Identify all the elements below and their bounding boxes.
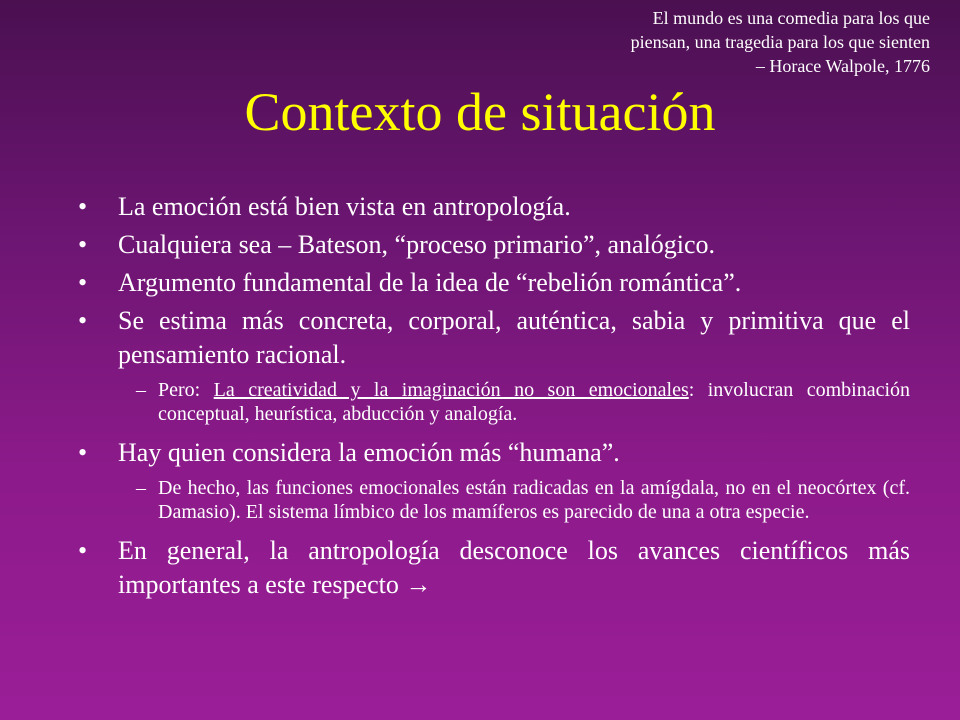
bullet-item (78, 266, 910, 300)
bullet-text: Se estima más concreta, corporal, auténtica, sabia y primitiva que el pensamiento racional. (118, 306, 910, 369)
slide-title: Contexto de situación (244, 82, 716, 142)
sub-item-prefix: Pero: (158, 379, 214, 401)
bullet-item (78, 436, 910, 470)
bullet-item (78, 228, 910, 262)
bullet-marker: • (78, 438, 88, 467)
bullet-text: Cualquiera sea – Bateson, “proceso primario”, analógico. (118, 230, 716, 259)
dash-marker: – (136, 477, 146, 499)
bullet-item (78, 190, 910, 224)
bullet-item (78, 304, 910, 372)
bullet-item (78, 534, 910, 602)
quote-line-1: El mundo es una comedia para los que (652, 8, 930, 28)
slide-body (78, 190, 910, 606)
bullet-text: Argumento fundamental de la idea de “rebelión romántica”. (118, 268, 742, 297)
bullet-marker: • (78, 536, 88, 565)
underlined-phrase: La creatividad y la imaginación no son emocionales (213, 379, 689, 401)
bullet-text: La emoción está bien vista en antropología. (118, 192, 571, 221)
bullet-marker: • (78, 230, 88, 259)
epigraph-quote (631, 6, 930, 78)
bullet-text: Hay quien considera la emoción más “humana”. (118, 438, 620, 467)
sub-item (136, 476, 910, 524)
sub-item-text (158, 378, 910, 426)
bullet-marker: • (78, 192, 88, 221)
quote-line-2: piensan, una tragedia para los que sienten (630, 32, 930, 52)
bullet-text: En general, la antropología desconoce los avances científicos más importantes a este respecto → (118, 536, 910, 599)
bullet-marker: • (78, 306, 88, 335)
quote-attribution: – Horace Walpole, 1776 (755, 56, 930, 76)
dash-marker: – (136, 379, 146, 401)
sub-item (136, 378, 910, 426)
bullet-marker: • (78, 268, 88, 297)
sub-item-suffix: : involucran combinación conceptual, heurística, abducción y analogía. (158, 379, 911, 425)
sub-item-text: De hecho, las funciones emocionales están radicadas en la amígdala, no en el neocórtex (cf. Damasio). El sistema límbico de los mamíferos es parecido de una a otra especie. (158, 477, 910, 523)
